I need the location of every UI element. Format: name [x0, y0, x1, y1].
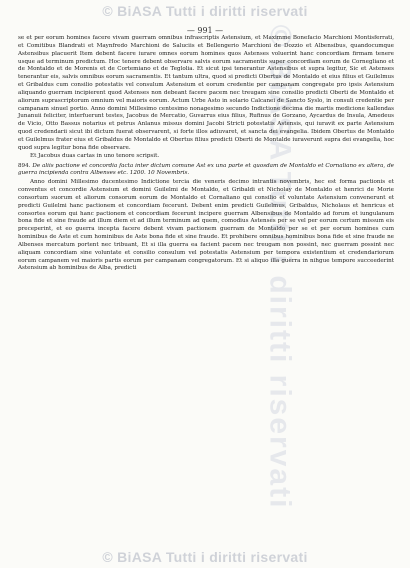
document-heading: [18, 163, 394, 179]
watermark-side: © BiASA Tutti i diritti riservati: [263, 24, 297, 510]
document-number: 894.: [18, 162, 31, 169]
paragraph-3: Anno domini Millesimo ducentesimo Indictione tercia die veneris decimo intrantis novembris, hec est forma pactionis et conventus et concordie Astensium et domini Guilelmi de Montaldo, et Gribaldi et Nicholay de Montaldo et henrici de Morie consortum suorum et aliorum consorum eorum de Montaldo et Cornaliano qui consilio et voluntate Astensium convenerunt et predicti Guilelmi hanc pactionem et concordiam fecerunt. Debent enim predicti Guilelmus, Gribaldus, Nicholaus et henricus et consortes eorum qui hanc pactionem et concordiam fecerunt incipere guerram Albensibus de Montaldo ad forum et iungulanum bona fide et sine fraude ad illum diem et ad illum terminum ad quem, comodius Astenses per se vel per eorum certum missum eis preceperint, et eo guerra incepta facere debent vivam pactionem guerram de Montaldo per se et per eorum homines cum hominibus de Aste et cum hominibus de Aste bona fide et sine fraude. Et prohibere omnibus hominibus bona fide et sine fraude ne Albenses mercatum portent nec tribuant, Et si illa guerra ea facient pacem nec treugam non possint, nec guerram possint nec aliquam concordiam sine voluntate et consilio consulum vel potestatis Astensium per tempora existentium et credendariorum eorum campanem vel maioris partis eorum per campanam congregatorum. Et si aliquo illa guerra in nihgue tempore succeederint Astensium ab hominibus de Alba, predicti: [18, 179, 394, 272]
page-number: — 991 —: [186, 26, 224, 35]
document-body: [18, 35, 394, 273]
paragraph-2: Et Jacobus duas cartas in uno tenore scripsit.: [30, 152, 160, 159]
watermark-footer: © BiASA Tutti i diritti riservati: [102, 549, 308, 565]
document-heading-text: De aliis pactione et concordia facta inter dictum comune Ast ex una parte et quosdam de Montaldo et Cornaliano ex altera, de guerra incipienda contra Albenses etc. 1200. 10 Novembris.: [18, 162, 394, 177]
paragraph-1: se et per eorum homines facere vivam guerram omnibus infrascriptis Astensium, et Maximme Bonefacio Marchioni Montisferrati, et Comitibus Blandrati et Maynfredo Marchioni de Saluciis et Bellengerio Marchioni de Dozzio et Albensibus, quandocumque Astensibus placuerit Item debent facere iurare omnes eorum homines quos Astenses voluerint hanc concordiam firmam tenere usque ad terminum predictum. Hoc tenere debent observare salvis eorum sacramentis super concordiam eorum de Cornegliano et de Montaldo et de Morenis et de Cortemiano et de Teglolia. Et sicut ipsi tenerantur Astensibus et supra legitur, Sic et Astenses tenerantur eis, salvis omnibus eorum sacramentis. Et tantum ultra, quod si predicti Obertus de Montaldo et eius filius et Guilelmus et Gribaldus cum consilio potestatis vel consulum Astensium et eorum credentie per campanam congregate pro ipsis Astensium aliquando guerram incipierent quod Astenses non debeant facere pacem nec treugam sine consilio predicti Oberti de Montaldo et aliorum suprascriptorum omnium vel maioris eorum. Actum Urbe Asto in solario Calcanei de Sancto Syslo, in consuli credentie per campanam sinuel portio. Anno domini Millesimo centesimo nonagesimo secundo Indictione decima die martis medicione kallendas Junanuii feliciter, interfuerunt testes, Jacobus de Mercatio, Guvarrus eius filius, Rufinus de Gorzano, Aycardus de Insula, Amedeus de Vicio, Otto Bassus notarius et petrus Anlanus missus domini Jacobi Stricti potestatis Astensis, qui iuravit ex parte Astensium quod credendarii sicut ibi dictum fuerat observarent, si forte illos adiuvaret, et sancta dei evangelia. Ibidem Obertus de Montaldo et Guilelmus frater eius et Gribaldus de Montaldo et Obertus filius predicti Oberti de Montalde iuraverunt supra dei evangelia, hoc quod supra legitur bona fide observare.: [18, 35, 394, 151]
watermark-header: © BiASA Tutti i diritti riservati: [102, 3, 308, 19]
